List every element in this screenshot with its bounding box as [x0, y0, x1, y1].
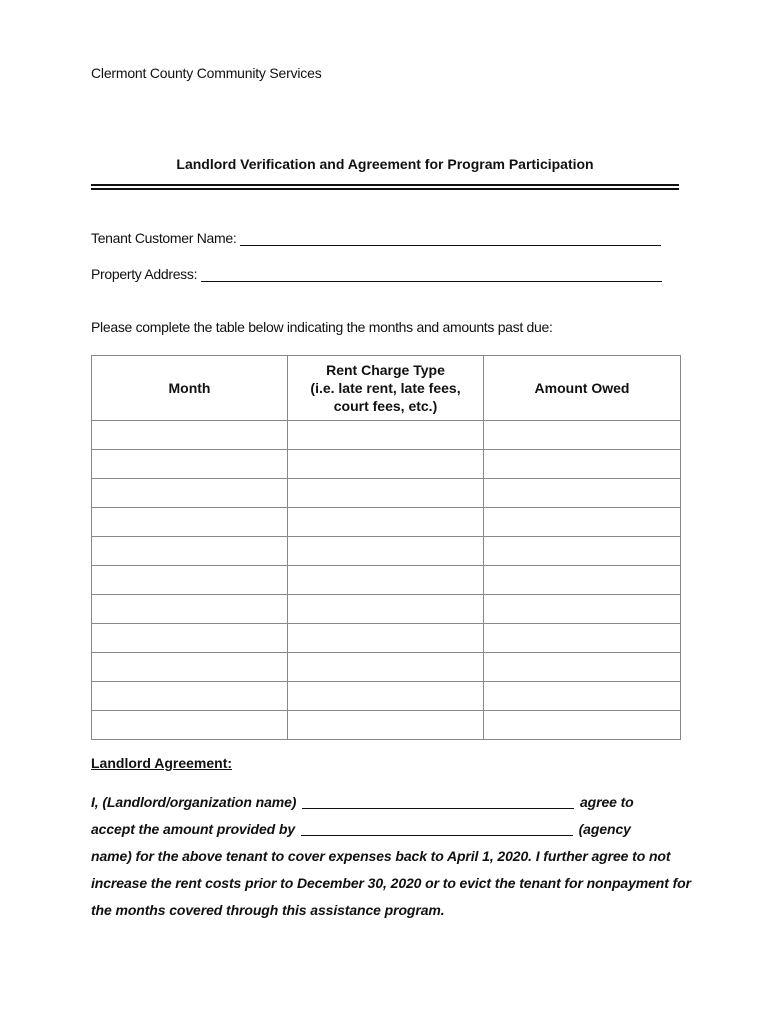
- agency-name-blank[interactable]: [301, 821, 573, 836]
- table-row: [92, 537, 681, 566]
- property-address-label: Property Address:: [91, 266, 198, 282]
- agreement-line1-start: I, (Landlord/organization name): [91, 794, 297, 810]
- month-cell[interactable]: [92, 624, 288, 653]
- rent-charge-type-cell[interactable]: [288, 624, 484, 653]
- table-row: [92, 566, 681, 595]
- table-row: [92, 450, 681, 479]
- agreement-line2-end: (agency: [578, 821, 631, 837]
- amount-owed-cell[interactable]: [484, 595, 681, 624]
- tenant-name-line[interactable]: [240, 231, 661, 246]
- amount-owed-cell[interactable]: [484, 682, 681, 711]
- amount-owed-cell[interactable]: [484, 421, 681, 450]
- table-row: [92, 711, 681, 740]
- rent-charge-type-cell[interactable]: [288, 450, 484, 479]
- table-row: [92, 421, 681, 450]
- property-address-field: [91, 264, 662, 282]
- table-row: [92, 682, 681, 711]
- table-row: [92, 653, 681, 682]
- month-cell[interactable]: [92, 595, 288, 624]
- rent-charge-type-cell[interactable]: [288, 508, 484, 537]
- organization-name: Clermont County Community Services: [91, 65, 322, 81]
- agreement-text: [91, 789, 691, 924]
- header-rent-charge-type: [288, 356, 484, 421]
- amount-owed-cell[interactable]: [484, 653, 681, 682]
- agreement-heading: Landlord Agreement:: [91, 755, 233, 771]
- month-cell[interactable]: [92, 653, 288, 682]
- rent-charge-type-cell[interactable]: [288, 537, 484, 566]
- amount-owed-cell[interactable]: [484, 450, 681, 479]
- agreement-line2-start: accept the amount provided by: [91, 821, 296, 837]
- past-due-table: [91, 355, 681, 740]
- table-header-row: [92, 356, 681, 421]
- amount-owed-cell[interactable]: [484, 566, 681, 595]
- rent-charge-type-cell[interactable]: [288, 421, 484, 450]
- rent-charge-type-cell[interactable]: [288, 479, 484, 508]
- rent-charge-type-cell[interactable]: [288, 653, 484, 682]
- amount-owed-cell[interactable]: [484, 479, 681, 508]
- table-row: [92, 624, 681, 653]
- amount-owed-cell[interactable]: [484, 711, 681, 740]
- table-row: [92, 508, 681, 537]
- table-row: [92, 595, 681, 624]
- table-instruction: Please complete the table below indicating the months and amounts past due:: [91, 319, 553, 335]
- table-row: [92, 479, 681, 508]
- month-cell[interactable]: [92, 566, 288, 595]
- month-cell[interactable]: [92, 537, 288, 566]
- amount-owed-cell[interactable]: [484, 508, 681, 537]
- rent-charge-type-cell[interactable]: [288, 566, 484, 595]
- month-cell[interactable]: [92, 479, 288, 508]
- landlord-name-blank[interactable]: [302, 794, 574, 809]
- title-rule-top: [91, 184, 679, 186]
- tenant-name-label: Tenant Customer Name:: [91, 230, 237, 246]
- agreement-body: name) for the above tenant to cover expenses back to April 1, 2020. I further agree to not increase the rent costs prior to December 30, 2020 or to evict the tenant for nonpayment for the months covered through this assistance program.: [91, 848, 691, 918]
- rent-charge-type-cell[interactable]: [288, 595, 484, 624]
- month-cell[interactable]: [92, 421, 288, 450]
- month-cell[interactable]: [92, 682, 288, 711]
- tenant-name-field: [91, 228, 661, 246]
- month-cell[interactable]: [92, 711, 288, 740]
- month-cell[interactable]: [92, 450, 288, 479]
- header-rent-charge-type-text: Rent Charge Type (i.e. late rent, late fees, court fees, etc.): [310, 362, 461, 414]
- rent-charge-type-cell[interactable]: [288, 711, 484, 740]
- title-rule-bottom: [91, 188, 679, 190]
- amount-owed-cell[interactable]: [484, 537, 681, 566]
- rent-charge-type-cell[interactable]: [288, 682, 484, 711]
- agreement-line1-end: agree to: [579, 794, 634, 810]
- header-month: Month: [92, 356, 288, 421]
- month-cell[interactable]: [92, 508, 288, 537]
- document-title: Landlord Verification and Agreement for Program Participation: [176, 156, 594, 172]
- header-amount-owed: Amount Owed: [484, 356, 681, 421]
- amount-owed-cell[interactable]: [484, 624, 681, 653]
- property-address-line[interactable]: [201, 267, 662, 282]
